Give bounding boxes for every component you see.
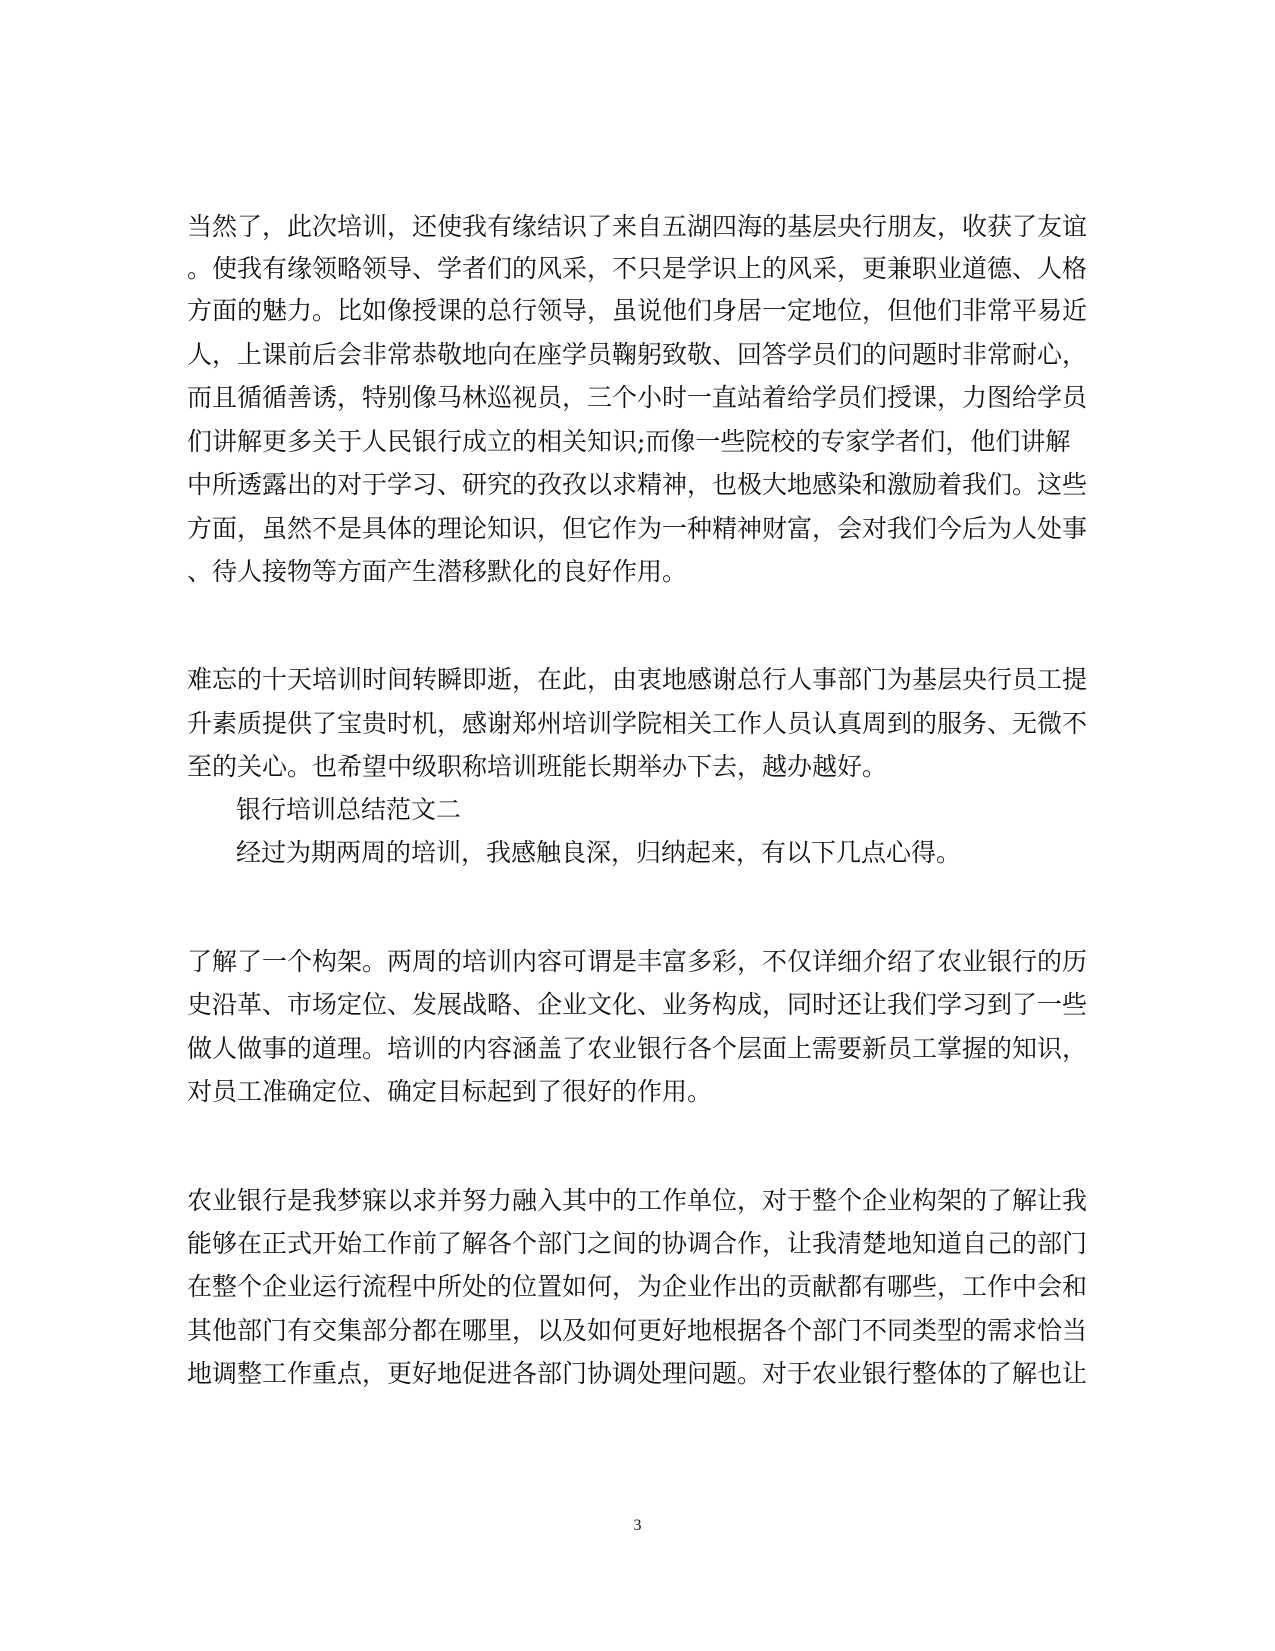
body-text-line: 至的关心。也希望中级职称培训班能长期举办下去，越办越好。: [187, 752, 888, 781]
body-text-line: 人，上课前后会非常恭敬地向在座学员鞠躬致敬、回答学员们的问题时非常耐心，: [187, 340, 1088, 369]
body-text-line: 当然了，此次培训，还使我有缘结识了来自五湖四海的基层央行朋友，收获了友谊: [187, 212, 1088, 241]
body-text-line: 们讲解更多关于人民银行成立的相关知识;而像一些院校的专家学者们，他们讲解: [187, 427, 1071, 456]
body-text-line: 而且循循善诱，特别像马林巡视员，三个小时一直站着给学员们授课，力图给学员: [187, 383, 1088, 412]
body-text-line: 其他部门有交集部分都在哪里，以及如何更好地根据各个部门不同类型的需求恰当: [187, 1316, 1088, 1345]
body-text-line: 方面的魅力。比如像授课的总行领导，虽说他们身居一定地位，但他们非常平易近: [187, 296, 1088, 325]
body-text-line: 史沿革、市场定位、发展战略、企业文化、业务构成，同时还让我们学习到了一些: [187, 990, 1088, 1019]
body-text-line: 升素质提供了宝贵时机，感谢郑州培训学院相关工作人员认真周到的服务、无微不: [187, 709, 1088, 738]
body-text-line: 。使我有缘领略领导、学者们的风采，不只是学识上的风采，更兼职业道德、人格: [187, 254, 1088, 283]
body-text-line: 了解了一个构架。两周的培训内容可谓是丰富多彩，不仅详细介绍了农业银行的历: [187, 947, 1088, 976]
body-text-line: 经过为期两周的培训，我感触良深，归纳起来，有以下几点心得。: [236, 838, 962, 867]
body-text-line: 做人做事的道理。培训的内容涵盖了农业银行各个层面上需要新员工掌握的知识，: [187, 1034, 1088, 1063]
section-heading: 银行培训总结范文二: [236, 795, 462, 824]
body-text-line: 对员工准确定位、确定目标起到了很好的作用。: [187, 1077, 713, 1106]
body-text-line: 农业银行是我梦寐以求并努力融入其中的工作单位，对于整个企业构架的了解让我: [187, 1186, 1088, 1215]
body-text-line: 地调整工作重点，更好地促进各部门协调处理问题。对于农业银行整体的了解也让: [187, 1359, 1088, 1388]
page-number: 3: [633, 1517, 642, 1534]
body-text-line: 能够在正式开始工作前了解各个部门之间的协调合作，让我清楚地知道自己的部门: [187, 1229, 1088, 1258]
body-text-line: 难忘的十天培训时间转瞬即逝，在此，由衷地感谢总行人事部门为基层央行员工提: [187, 665, 1088, 694]
body-text-line: 、待人接物等方面产生潜移默化的良好作用。: [187, 557, 688, 586]
body-text-line: 中所透露出的对于学习、研究的孜孜以求精神，也极大地感染和激励着我们。这些: [187, 470, 1088, 499]
body-text-line: 在整个企业运行流程中所处的位置如何，为企业作出的贡献都有哪些，工作中会和: [187, 1272, 1088, 1301]
body-text-line: 方面，虽然不是具体的理论知识，但它作为一种精神财富，会对我们今后为人处事: [187, 514, 1088, 543]
